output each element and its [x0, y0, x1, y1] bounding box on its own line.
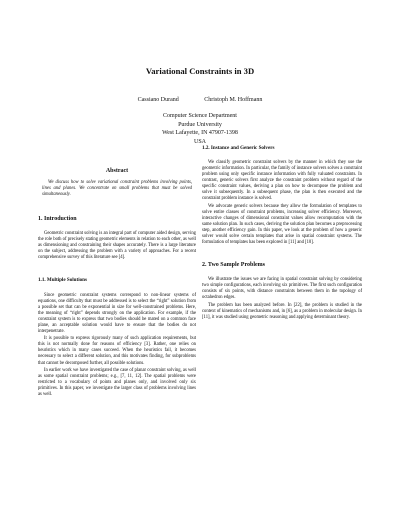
left-column [38, 168, 196, 398]
paragraph: We advocate generic solvers because they allow the formulation of templates to solve entire classes of constraint problems, increasing solver efficiency. Moreover, interactive changes of dimensional constraint values allow recomputation with the same solution plan. In such cases, deriving the solution plan becomes a preprocessing step, another efficiency gain. In this paper, we look at the problem of how a generic solver would solve certain templates that arise in spatial constraint systems. The formulation of templates has been explored in [11] and [10]. [202, 203, 362, 246]
affiliation-line: West Lafayette, IN 47907-1398 [162, 130, 238, 137]
section-heading-introduction: 1. Introduction [38, 216, 77, 223]
section-heading-two-sample-problems: 2. Two Sample Problems [202, 262, 266, 269]
author-list [0, 97, 400, 103]
paragraph: We classify geometric constraint solvers by the manner in which they use the geometric information. In particular, the family of instance solvers solves a constraint problem using only specific instance information with fully valuated constraints. In contrast, generic solvers first analyze the constraint problem without regard of the specific constraint values, deriving a plan on how to decompose the problem and solve it subsequently. In a subsequent phase, the plan is then executed and the constraint problem instance is solved. [202, 160, 362, 202]
affiliation-line: Purdue University [178, 121, 222, 128]
affiliation-line: USA [193, 139, 206, 146]
paragraph: Since geometric constraint systems correspond to non-linear systems of equations, one difficulty that must be addressed is to select the “right” solution from a possible set that can be exponential in size for well-constrained problems. Here, the meaning of “right” depends strongly on the application. For example, if the constraint system is to express that two bodies should be mated on a common face plane, an acceptable solution would have to ensure that the bodies do not interpenetrate. [38, 292, 196, 334]
paragraph: Geometric constraint solving is an integral part of computer aided design, serving the role both of precisely stating geometric elements in relation to each other, as well as dimensioning and constraining their shapes accurately. There is a large literature on the subject, addressing the problem with a variety of approaches. For a recent comprehensive survey of this literature see [4]. [38, 231, 196, 261]
paper-title: Variational Constraints in 3D [145, 66, 255, 76]
paragraph: In earlier work we have investigated the case of planar constraint solving, as well as some spatial constraint problems; e.g., [7, 11, 12]. The spatial problems were restricted to a vocabulary of points and planes only, and involved only six primitives. In this paper, we investigate the larger class of problems involving lines as well. [38, 368, 196, 398]
author-name: Christoph M. Hoffmann [204, 97, 263, 103]
paragraph: It is possible to express rigorously many of such application requirements, but this is not normally done for reasons of efficiency [3]. Rather, one relies on heuristics which in many cases succeed. When the heuristics fail, it becomes necessary to select a different solution, and this motivates finding, for subproblems that cannot be decomposed further, all possible solutions. [38, 336, 196, 366]
abstract-heading: Abstract [105, 168, 129, 174]
affiliation-line: Computer Science Department [163, 113, 237, 119]
author-name: Cassiano Durand [137, 97, 179, 103]
subsection-heading-multiple-solutions: 1.1. Multiple Solutions [38, 277, 87, 284]
abstract-text: We discuss how to solve variational constraint problems involving points, lines and planes. We concentrate on small problems that must be solved simultaneously. [42, 180, 192, 198]
subsection-heading-instance-generic: 1.2. Instance and Generic Solvers [202, 145, 275, 151]
paragraph: The problem has been analyzed before. In [22], the problem is studied in the context of kinematics of mechanisms and, in [6], as a problem in molecular design. In [11], it was studied using geometric reasoning and applying determinant theory. [202, 302, 362, 321]
right-column [202, 136, 362, 321]
paragraph: We illustrate the issues we are facing in spatial constraint solving by considering two simple configurations, each involving six primitives. The first such configuration consists of six points, with distance constraints between them in the topology of octahedron edges. [202, 277, 362, 301]
